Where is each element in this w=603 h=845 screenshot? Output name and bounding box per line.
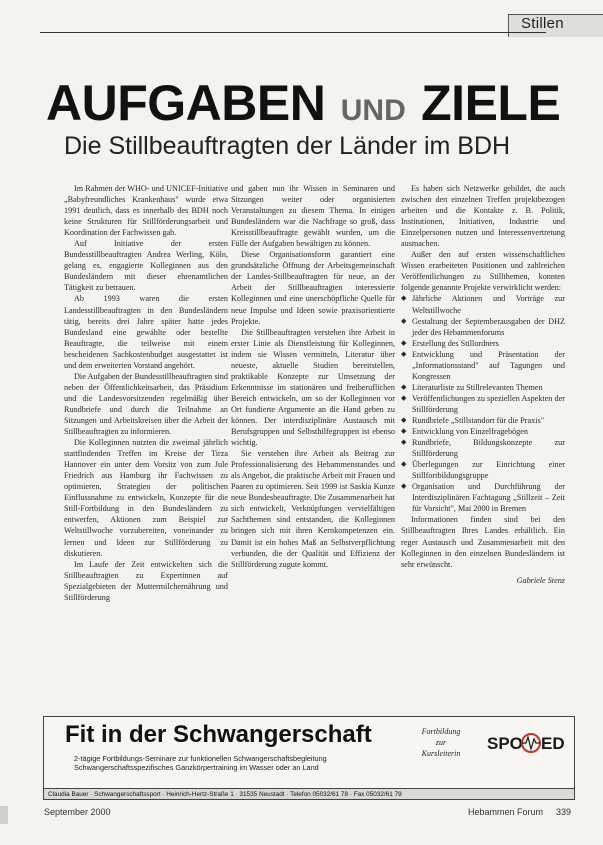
paragraph: Die Stillbeauftragten verstehen ihre Arbeit in erster Linie als Dienstleistung für Kolleginnen, indem sie Wissen vermitteln, Literatur über neueste, aktuelle Studien bereitstellen, praktikable Konzepte zur Umsetzung der Erkenntnisse im stationären und freiberuflichen Bereich entwickeln, um so der Kolleginnen vor Ort fundierte Argumente an die Hand geben zu können. Der interdisziplinäre Austausch mit Berufsgruppen und Selbsthilfegruppen ist ebenso wichtig. xyxy=(231,327,395,448)
header-rule xyxy=(40,32,546,33)
list-item: ◆ Entwicklung von Einzelfragebögen xyxy=(401,426,565,437)
list-item: ◆ Jährliche Aktionen und Vorträge zur Weltstillwoche xyxy=(401,293,565,315)
ad-tagline xyxy=(406,726,476,759)
footer-magazine: Hebammen Forum xyxy=(468,807,544,817)
headline-part1: AUFGABEN xyxy=(46,75,326,131)
author-name: Gabriele Stenz xyxy=(516,575,565,585)
subtitle: Die Stillbeauftragten der Länder im BDH xyxy=(64,132,511,160)
footer-date: September 2000 xyxy=(44,807,111,817)
paragraph: und gaben nun ihr Wissen in Seminaren und Sitzungen weiter oder organisierten Veranstaltungen zu diesem Thema. In einigen Bundesländern war die Nachfrage so groß, dass Kreisstillbeauftragte gewählt wurden, um die Fülle der Aufgaben bewältigen zu können. xyxy=(231,184,395,249)
list-item: ◆ Gestaltung der Septemberausgaben der DHZ jeder des Hebammenforums xyxy=(401,316,565,338)
list-item: ◆ Literaturliste zu Stillrelevanten Themen xyxy=(401,382,565,393)
ad-tagline-line: Kursleiterin xyxy=(421,749,461,758)
paragraph: Sie verstehen ihre Arbeit als Beitrag zur Professionalisierung des Hebammenstandes und als Angebot, die praktische Arbeit mit Frauen und Paaren zu optimieren. Seit 1999 ist Saskia Kunze neue Bundesbeauftragte. Die Zusammenarbeit hat sich entwickelt, Verknüpfungen vervielfältigen Sachthemen sind entstanden, die Kolleginnen bringen sich mit ihren Kernkompetenzen ein. Damit ist ein hohes Maß an Selbstverpflichtung verbunden, die der Qualität und Effizienz der Stillförderung zugute kommt. xyxy=(231,449,395,569)
article-column-1 xyxy=(64,183,228,603)
article-column-3 xyxy=(401,183,565,586)
paragraph: Im Rahmen der WHO- und UNICEF-Initiative „Babyfreundliches Krankenhaus" wurde etwa 1991 deutlich, dass es innerhalb des BDH noch keine Strukturen für Stillförderungsarbeit und Koordination der Fachwissen gab. xyxy=(64,184,228,238)
paragraph: Die Aufgaben der Bundesstillbeauftragten sind neben der Öffentlichkeitsarbeit, das Präsidium und die Landesvorsitzenden regelmäßig über Rundbriefe und durch die Teilnahme an Sitzungen und Arbeitskreisen über die Arbeit der Stillbeauftragten zu informieren. xyxy=(64,371,228,437)
list-item: ◆ Veröffentlichungen zu speziellen Aspekten der Stillförderung xyxy=(401,393,565,415)
ad-line: 2-tägige Fortbildungs-Seminare zur funktionellen Schwangerschaftsbegleitung xyxy=(74,754,327,763)
svg-text:ED: ED xyxy=(541,734,565,753)
list-item: ◆ Entwicklung und Präsentation der „Informationsstand" auf Tagungen und Kongressen xyxy=(401,349,565,382)
headline-part2: ZIELE xyxy=(421,75,561,131)
paragraph: Die Kolleginnen nutzten die zweimal jährlich stattfindenden Treffen im Kreise der Tirza Hannover ein unter dem Vorsitz von zum Jule Friedrich aus Hamburg ihr Fachwissen zu optimieren, Strategien der politischen Einflussnahme zu entwickeln, Konzepte für die Still-Fortbildung in den Bundesländern zu entwerfen, Aktionen zum Beispiel zur Weltstillwoche vorzubereiten, voneinander zu lernen und Ideen zur Stillförderung zu diskutieren. xyxy=(64,438,228,558)
paragraph: Außer den auf ersten wissenschaftlichen Wissen erarbeiteten Positionen und zahlreichen Veröffentlichungen zu Stillthemen, konnten folgende genannte Projekte verwirklicht werden: xyxy=(401,250,565,293)
list-item: ◆ Erstellung des Stillordners xyxy=(401,338,565,349)
scan-edge-mark xyxy=(0,806,8,824)
ad-tagline-line: zur xyxy=(435,738,447,747)
list-item: ◆ Organisation und Durchführung der Interdisziplinären Fachtagung „Stillzeit – Zeit für Vorsicht", Mai 2000 in Bremen xyxy=(401,481,565,514)
list-item: ◆ Überlegungen zur Einrichtung einer Stillfortbildungsgruppe xyxy=(401,459,565,481)
paragraph: Im Laufe der Zeit entwickelten sich die Stillbeauftragten zu Expertinnen auf Spezialgebieten der Muttermilchernährung und Stillförderung xyxy=(64,559,228,602)
advertisement[interactable] xyxy=(43,716,575,800)
headline-und: UND xyxy=(340,94,406,127)
ad-line: Schwangerschaftsspezifisches Ganzkörpertraining im Wasser oder an Land xyxy=(74,763,319,772)
ad-contact-bar: Claudia Bauer · Schwangerschaftssport · Heinrich-Hertz-Straße 1 · 31535 Neustadt · Telefon 05032/61 78 · Fax 05032/61 79 xyxy=(44,788,574,799)
ad-title: Fit in der Schwangerschaft xyxy=(65,721,372,748)
paragraph: Es haben sich Netzwerke gebildet, die auch zwischen den einzelnen Treffen projektbezogen arbeiten und die Kontakte z. B. Politik, Institutionen, Initiativen, Industrie und Einzelpersonen nutzen und Interessenvertretung ausmachen. xyxy=(401,184,565,249)
headline xyxy=(46,75,561,131)
project-list xyxy=(401,293,565,514)
paragraph: Diese Organisationsform garantiert eine grundsätzliche Öffnung der Arbeitsgemeinschaft der Landes-Stillbeauftragten für neue, an der Arbeit der Stillbeauftragten interessierte Kolleginnen und eine unerschöpfliche Quelle für neue Impulse und Ideen sowie praxisorientierte Projekte. xyxy=(231,250,395,326)
list-item: ◆ Rundbriefe „Stillstandort für die Praxis" xyxy=(401,415,565,426)
ad-tagline-line: Fortbildung xyxy=(421,727,461,736)
ad-description xyxy=(74,754,414,772)
article-column-2 xyxy=(231,183,395,570)
spomed-logo xyxy=(487,727,565,759)
section-label: Stillen xyxy=(521,15,564,32)
list-item: ◆ Rundbriefe, Bildungskonzepte zur Stillförderung xyxy=(401,437,565,459)
page-number: 339 xyxy=(556,807,572,817)
paragraph: Informationen finden sind bei den Stillbeauftragten Ihres Landes erhältlich. Ein reger Austausch und Zusammenarbeit mit den Kolleginnen in den einzelnen Bundesländern ist sehr erwünscht. xyxy=(401,515,565,569)
paragraph: Ab 1993 waren die ersten Landesstillbeauftragten in den Bundesländern tätig, bereits drei Jahre später hatte jedes Bundesland eine gewählte oder bestellte Beauftragte, die teilweise mit einem bescheidenen Sachkostenbudget ausgestattet ist und dem erweiterten Vorstand angehört. xyxy=(64,294,228,370)
svg-text:SPO: SPO xyxy=(487,734,523,753)
paragraph: Auf Initiative der ersten Bundesstillbeauftragten Andrea Werling, Köln, gelang es, engagierte Kolleginnen aus den Bundesländern mit dieser ehrenamtlichen Tätigkeit zu betrauen. xyxy=(64,239,228,293)
